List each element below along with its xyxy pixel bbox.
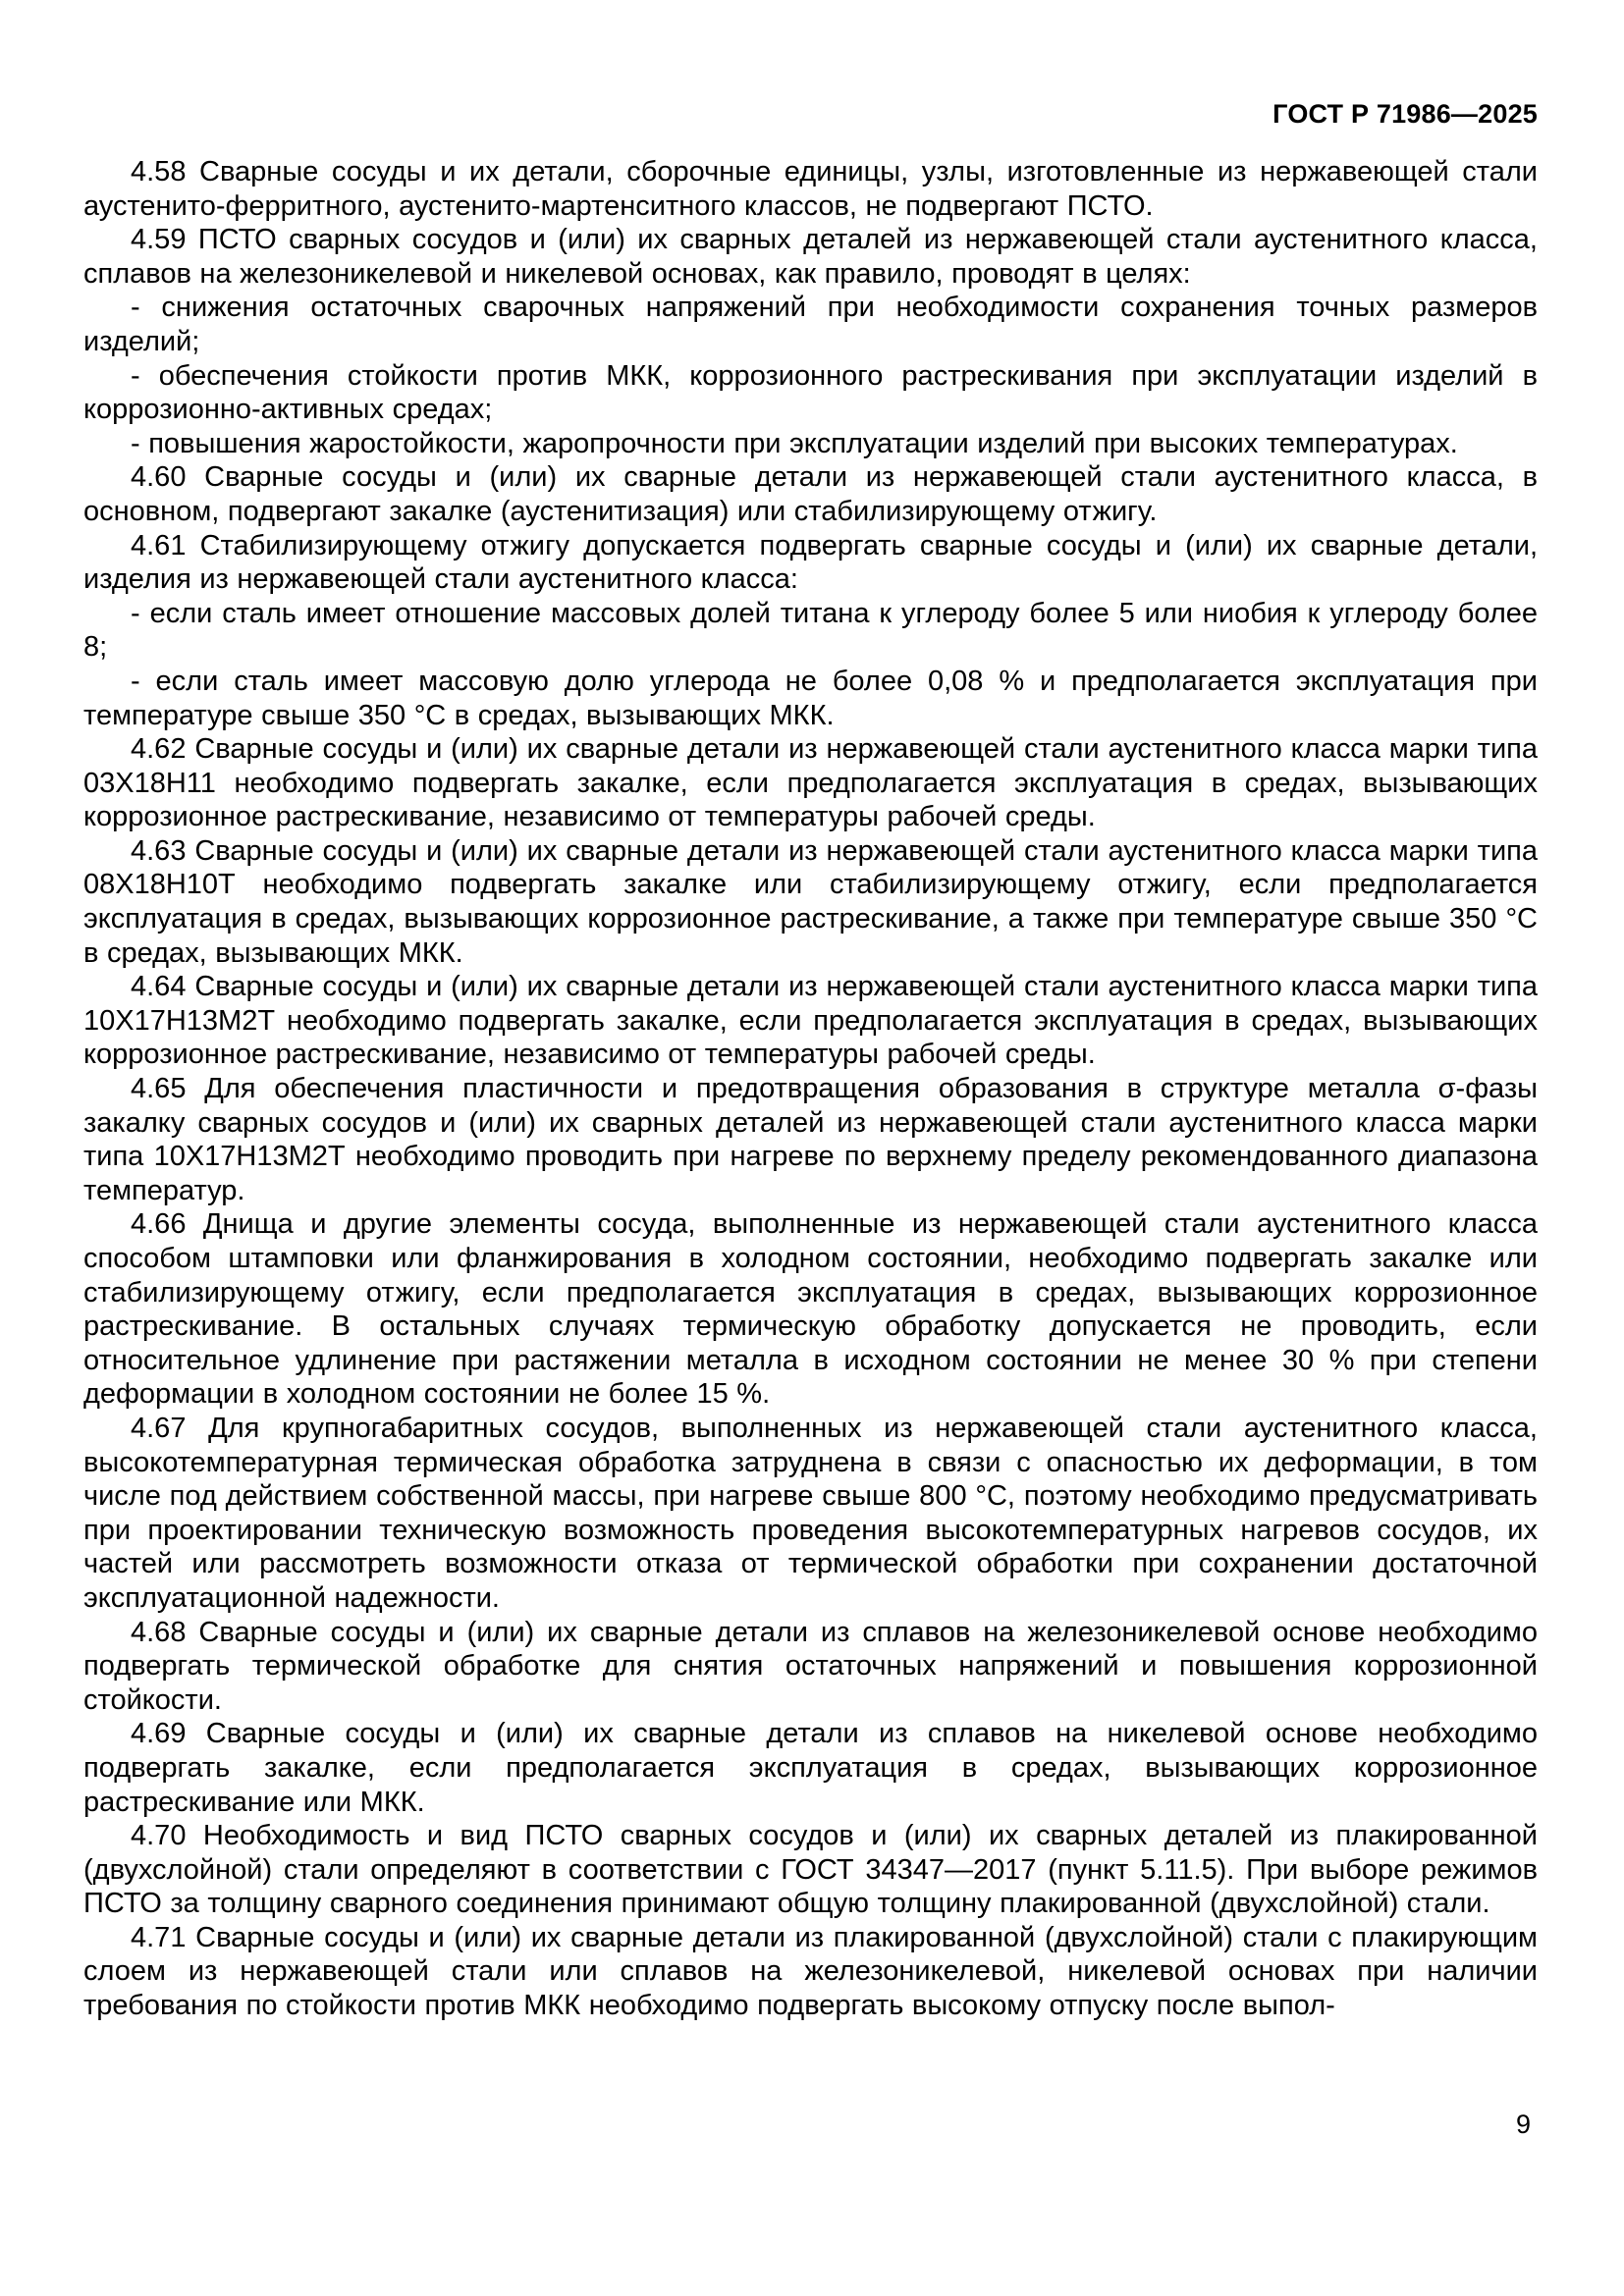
paragraph-4.66: 4.66 Днища и другие элементы сосуда, выполненные из нержавеющей стали аустенитного класса способом штамповки или фланжирования в холодном состоянии, необходимо подвергать закалке или стабилизирующему отжигу, если предполагается эксплуатация в средах, вызывающих коррозионное растрескивание. В остальных случаях термическую обработку допускается не проводить, если относительное удлинение при растяжении металла в исходном состоянии не менее 30 % при степени деформации в холодном состоянии не более 15 %. — [83, 1208, 1538, 1411]
paragraph-4.70: 4.70 Необходимость и вид ПСТО сварных сосудов и (или) их сварных деталей из плакированной (двухслойной) стали определяют в соответствии с ГОСТ 34347—2017 (пункт 5.11.5). При выборе режимов ПСТО за толщину сварного соединения принимают общую толщину плакированной (двухслойной) стали. — [83, 1820, 1538, 1920]
paragraph-4.67: 4.67 Для крупногабаритных сосудов, выполненных из нержавеющей стали аустенитного класса, высокотемпературная термическая обработка затруднена в связи с опасностью их деформации, в том числе под действием собственной массы, при нагреве свыше 800 °С, поэтому необходимо предусматривать при проектировании техническую возможность проведения высокотемпературных нагревов сосудов, их частей или рассмотреть возможности отказа от термической обработки при сохранении достаточной эксплуатационной надежности. — [83, 1412, 1538, 1614]
page-number: 9 — [1515, 2109, 1531, 2139]
paragraph-4.71: 4.71 Сварные сосуды и (или) их сварные детали из плакированной (двухслойной) стали с плакирующим слоем из нержавеющей стали или сплавов на железоникелевой, никелевой основах при наличии требования по стойкости против МКК необходимо подвергать высокому отпуску после выпол- — [83, 1921, 1538, 2022]
document-header-code: ГОСТ Р 71986—2025 — [1272, 99, 1538, 129]
paragraph-4.63: 4.63 Сварные сосуды и (или) их сварные детали из нержавеющей стали аустенитного класса марки типа 08Х18Н10Т необходимо подвергать закалке или стабилизирующему отжигу, если предполагается эксплуатация в средах, вызывающих коррозионное растрескивание, а также при температуре свыше 350 °С в средах, вызывающих МКК. — [83, 834, 1538, 969]
paragraph-4.59.1: - снижения остаточных сварочных напряжений при необходимости сохранения точных размеров изделий; — [83, 292, 1538, 357]
paragraph-4.69: 4.69 Сварные сосуды и (или) их сварные детали из сплавов на никелевой основе необходимо подвергать закалке, если предполагается эксплуатация в средах, вызывающих коррозионное растрескивание или МКК. — [83, 1718, 1538, 1818]
paragraph-4.68: 4.68 Сварные сосуды и (или) их сварные детали из сплавов на железоникелевой основе необходимо подвергать термической обработке для снятия остаточных напряжений и повышения коррозионной стойкости. — [83, 1616, 1538, 1716]
document-body — [83, 155, 1538, 2023]
paragraph-4.59: 4.59 ПСТО сварных сосудов и (или) их сварных деталей из нержавеющей стали аустенитного класса, сплавов на железоникелевой и никелевой основах, как правило, проводят в целях: — [83, 224, 1538, 290]
paragraph-4.61.1: - если сталь имеет отношение массовых долей титана к углероду более 5 или ниобия к углероду более 8; — [83, 597, 1538, 664]
paragraph-4.59.3: - повышения жаростойкости, жаропрочности при эксплуатации изделий при высоких температурах. — [131, 427, 1458, 459]
paragraph-4.61: 4.61 Стабилизирующему отжигу допускается подвергать сварные сосуды и (или) их сварные детали, изделия из нержавеющей стали аустенитного класса: — [83, 529, 1538, 596]
paragraph-4.58: 4.58 Сварные сосуды и их детали, сборочные единицы, узлы, изготовленные из нержавеющей стали аустенито-ферритного, аустенито-мартенситного классов, не подвергают ПСТО. — [83, 156, 1538, 222]
paragraph-4.59.2: - обеспечения стойкости против МКК, коррозионного растрескивания при эксплуатации изделий в коррозионно-активных средах; — [83, 359, 1538, 426]
paragraph-4.60: 4.60 Сварные сосуды и (или) их сварные детали из нержавеющей стали аустенитного класса, в основном, подвергают закалке (аустенитизация) или стабилизирующему отжигу. — [83, 461, 1538, 527]
paragraph-4.64: 4.64 Сварные сосуды и (или) их сварные детали из нержавеющей стали аустенитного класса марки типа 10Х17Н13М2Т необходимо подвергать закалке, если предполагается эксплуатация в средах, вызывающих коррозионное растрескивание, независимо от температуры рабочей среды. — [83, 971, 1538, 1071]
paragraph-4.62: 4.62 Сварные сосуды и (или) их сварные детали из нержавеющей стали аустенитного класса марки типа 03Х18Н11 необходимо подвергать закалке, если предполагается эксплуатация в средах, вызывающих коррозионное растрескивание, независимо от температуры рабочей среды. — [83, 733, 1538, 833]
paragraph-4.61.2: - если сталь имеет массовую долю углерода не более 0,08 % и предполагается эксплуатация при температуре свыше 350 °С в средах, вызывающих МКК. — [83, 665, 1538, 731]
paragraph-4.65: 4.65 Для обеспечения пластичности и предотвращения образования в структуре металла σ-фазы закалку сварных сосудов и (или) их сварных деталей из нержавеющей стали аустенитного класса марки типа 10Х17Н13М2Т необходимо проводить при нагреве по верхнему пределу рекомендованного диапазона температур. — [83, 1073, 1538, 1206]
